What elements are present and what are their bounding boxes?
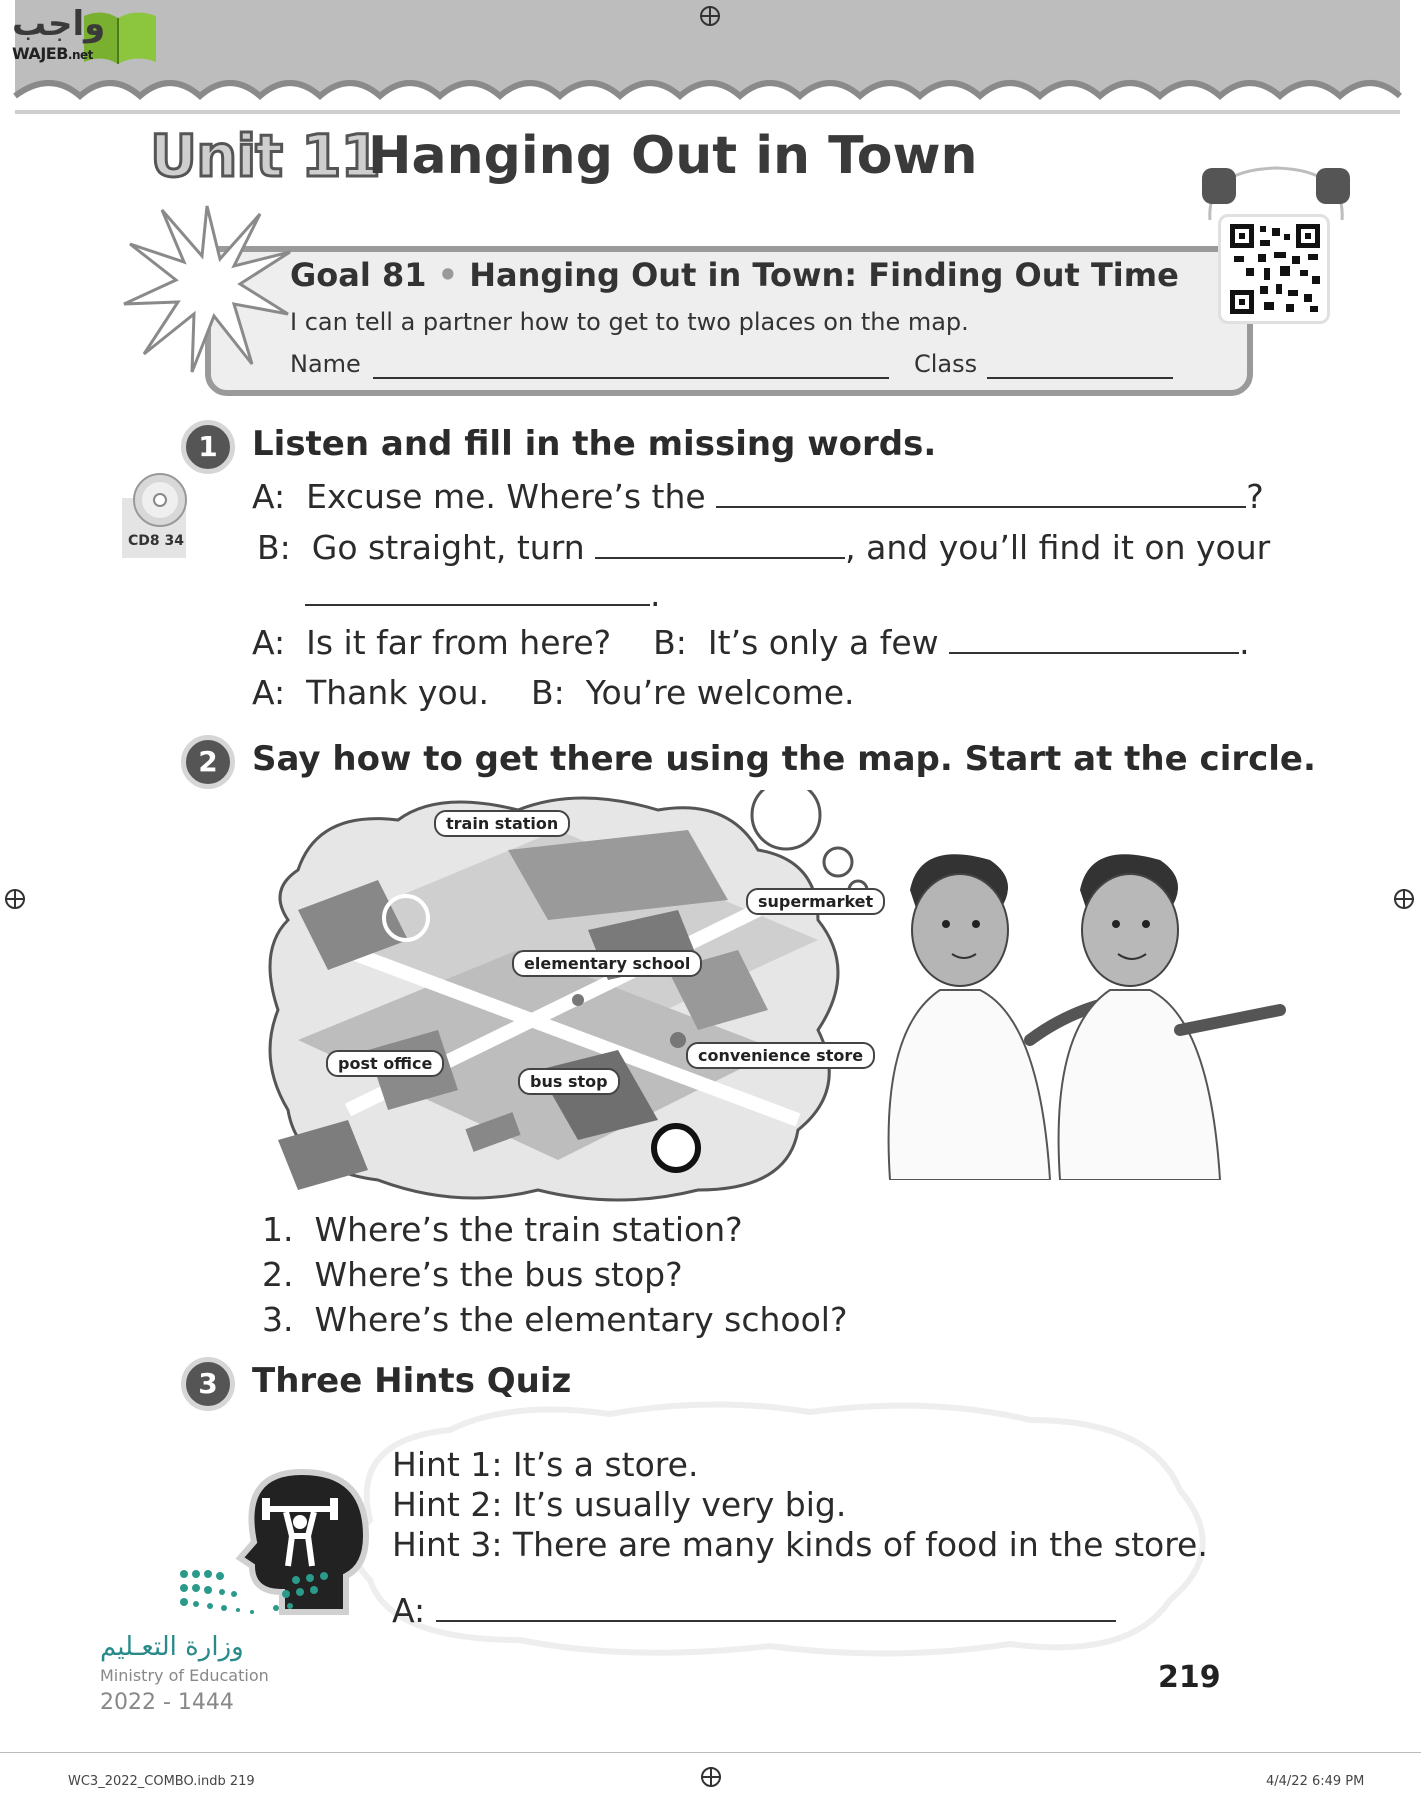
logo-domain: .net [67,48,93,62]
dialogue-text: Is it far from here? [306,623,612,662]
answer-blank[interactable] [436,1590,1116,1622]
question-3 [262,1300,848,1339]
section-3-number: 3 [181,1357,235,1411]
map-label-elementary-school: elementary school [512,950,702,977]
speaker-label: B: [653,623,687,662]
registration-mark-icon [700,1766,722,1788]
dialogue-text: You’re welcome. [585,673,855,712]
speaker-label: B: [531,673,565,712]
fill-in-blank-side[interactable] [305,574,650,606]
page-number: 219 [1158,1660,1221,1695]
map-label-supermarket: supermarket [746,888,885,915]
map-label-post-office: post office [326,1050,444,1077]
cd-track-label: CD8 34 [128,533,184,549]
unit-number-badge: Unit 11 [150,122,380,190]
class-input-line[interactable] [987,377,1173,379]
map-label-convenience-store: convenience store [686,1042,875,1069]
section-2-title: Say how to get there using the map. Start at the circle. [252,739,1316,779]
map-label-bus-stop: bus stop [518,1068,620,1095]
logo-english-text [12,44,93,63]
dialogue-line-3 [305,574,661,614]
map-label-train-station: train station [434,810,570,837]
question-number: 2. [262,1255,294,1294]
registration-mark-icon [4,888,26,910]
goal-number: Goal 81 [290,256,427,294]
section-1-title: Listen and fill in the missing words. [252,424,937,464]
fill-in-blank-direction[interactable] [595,527,845,559]
ministry-arabic-name: وزارة التعـليم [100,1632,244,1662]
dialogue-punctuation: . [650,575,661,614]
speaker-label: B: [257,528,291,567]
registration-mark-icon [1393,888,1415,910]
scalloped-banner [0,0,1421,130]
goal-separator: • [437,256,459,294]
speaker-label: A: [252,477,286,516]
unit-title: Hanging Out in Town [368,126,978,186]
ministry-logo-dots-icon [176,1566,346,1622]
speaker-label: A: [252,673,286,712]
dialogue-text: Excuse me. Where’s the [306,477,706,516]
cd-icon[interactable] [132,472,188,528]
dialogue-text: It’s only a few [707,623,939,662]
dialogue-line-5 [252,673,855,712]
fill-in-blank-distance[interactable] [949,622,1239,654]
name-input-line[interactable] [373,377,889,379]
question-1 [262,1210,743,1249]
fill-in-blank-place[interactable] [716,476,1246,508]
dialogue-line-4 [252,622,1250,662]
town-map-illustration [258,790,978,1210]
question-number: 1. [262,1210,294,1249]
dialogue-punctuation: ? [1246,477,1264,516]
dialogue-text-continued: , and you’ll find it on your [845,528,1271,567]
academic-year: 2022 - 1444 [100,1690,234,1715]
section-3-title: Three Hints Quiz [252,1361,572,1401]
answer-line [392,1590,1116,1630]
goal-description: I can tell a partner how to get to two places on the map. [290,308,969,336]
qr-code-icon[interactable] [1230,224,1320,314]
speaker-label: A: [252,623,286,662]
goal-subtitle: Hanging Out in Town: Finding Out Time [469,256,1179,294]
name-label: Name [290,350,361,378]
question-text: Where’s the bus stop? [314,1255,683,1294]
logo-arabic-text: واجب [12,4,106,44]
print-file-date: 4/4/22 6:49 PM [1266,1774,1365,1789]
question-text: Where’s the elementary school? [314,1300,848,1339]
question-2 [262,1255,683,1294]
hint-3: Hint 3: There are many kinds of food in the store. [392,1525,1208,1564]
dialogue-line-1 [252,476,1264,516]
print-file-name: WC3_2022_COMBO.indb 219 [68,1774,255,1789]
goal-title [290,256,1179,294]
question-text: Where’s the train station? [314,1210,743,1249]
hint-1: Hint 1: It’s a store. [392,1445,699,1484]
two-boys-illustration [880,850,1300,1180]
dialogue-punctuation: . [1239,623,1250,662]
starburst-icon [122,204,292,374]
section-1-number: 1 [181,420,235,474]
dialogue-text: Thank you. [306,673,490,712]
question-number: 3. [262,1300,294,1339]
dialogue-text: Go straight, turn [311,528,585,567]
ministry-english-name: Ministry of Education [100,1666,269,1685]
hint-2: Hint 2: It’s usually very big. [392,1485,847,1524]
answer-label: A: [392,1591,426,1630]
logo-english-name: WAJEB [12,44,68,63]
section-2-number: 2 [181,735,235,789]
trim-line [0,1752,1421,1753]
dialogue-line-2 [257,527,1270,567]
class-label: Class [914,350,978,378]
